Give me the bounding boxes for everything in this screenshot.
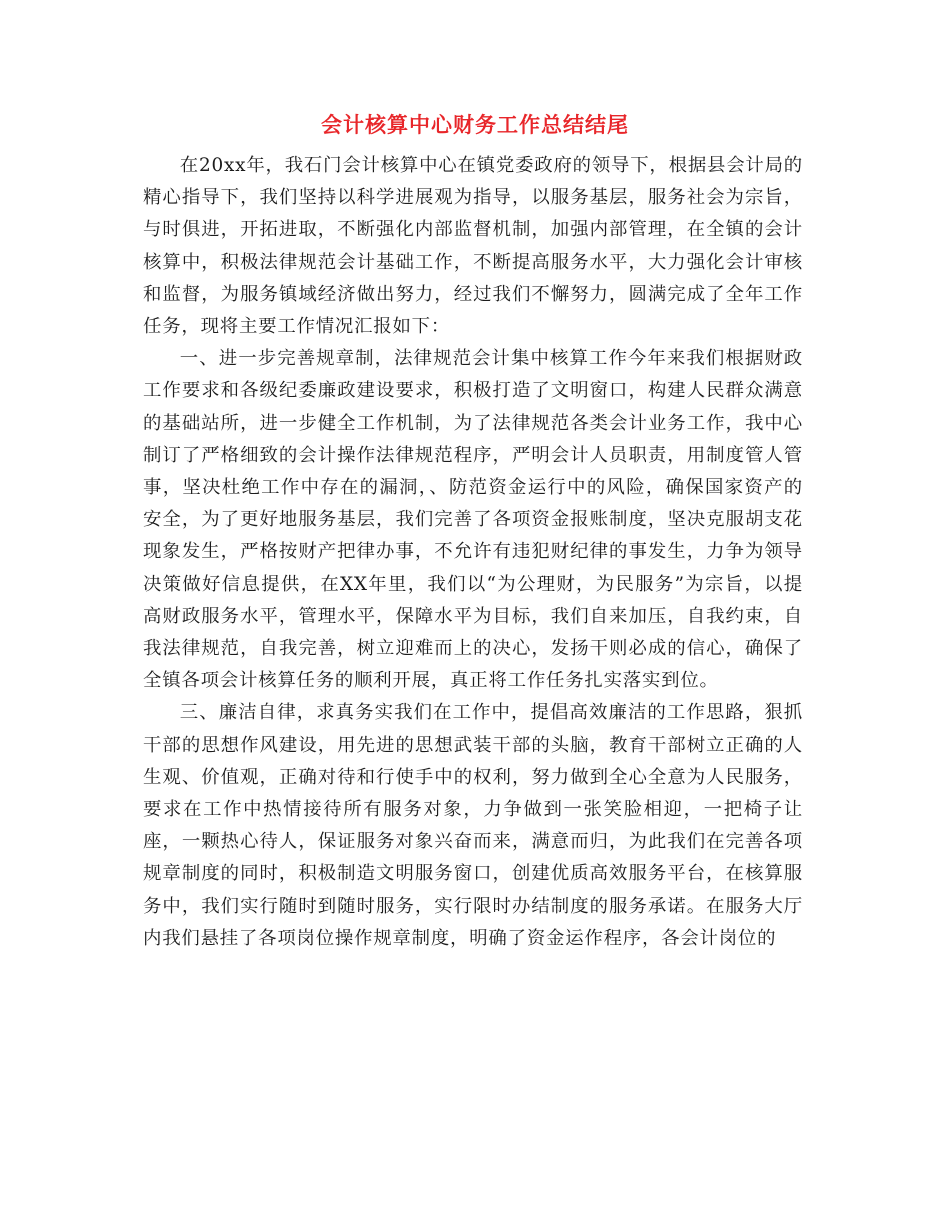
paragraph-intro: 在20xx年，我石门会计核算中心在镇党委政府的领导下，根据县会计局的精心指导下，我们坚持以科学进展观为指导，以服务基层，服务社会为宗旨，与时俱进，开拓进取，不断强化内部监督机制，加强内部管理，在全镇的会计核算中，积极法律规范会计基础工作，不断提高服务水平，大力强化会计审核和监督，为服务镇域经济做出努力，经过我们不懈努力，圆满完成了全年工作任务，现将主要工作情况汇报如下： [143,155,803,338]
document-title: 会计核算中心财务工作总结结尾 [321,113,629,137]
document-body [143,150,803,955]
paragraph-section-one: 一、进一步完善规章制，法律规范会计集中核算工作今年来我们根据财政工作要求和各级纪委廉政建设要求，积极打造了文明窗口，构建人民群众满意的基础站所，进一步健全工作机制，为了法律规范各类会计业务工作，我中心制订了严格细致的会计操作法律规范程序，严明会计人员职责，用制度管人管事，坚决杜绝工作中存在的漏洞，、防范资金运行中的风险，确保国家资产的安全，为了更好地服务基层，我们完善了各项资金报账制度，坚决克服胡支花现象发生，严格按财产把律办事，不允许有违犯财纪律的事发生，力争为领导决策做好信息提供，在XX年里，我们以“为公理财，为民服务”为宗旨，以提高财政服务水平，管理水平，保障水平为目标，我们自来加压，自我约束，自我法律规范，自我完善，树立迎难而上的决心，发扬干则必成的信心，确保了全镇各项会计核算任务的顺利开展，真正将工作任务扎实落实到位。 [143,348,803,692]
paragraph-section-three: 三、廉洁自律，求真务实我们在工作中，提倡高效廉洁的工作思路，狠抓干部的思想作风建设，用先进的思想武装干部的头脑，教育干部树立正确的人生观、价值观，正确对待和行使手中的权利，努力做到全心全意为人民服务，要求在工作中热情接待所有服务对象，力争做到一张笑脸相迎，一把椅子让座，一颗热心待人，保证服务对象兴奋而来，满意而归，为此我们在完善各项规章制度的同时，积极制造文明服务窗口，创建优质高效服务平台，在核算服务中，我们实行随时到随时服务，实行限时办结制度的服务承诺。在服务大厅内我们悬挂了各项岗位操作规章制度，明确了资金运作程序，各会计岗位的 [143,702,803,949]
